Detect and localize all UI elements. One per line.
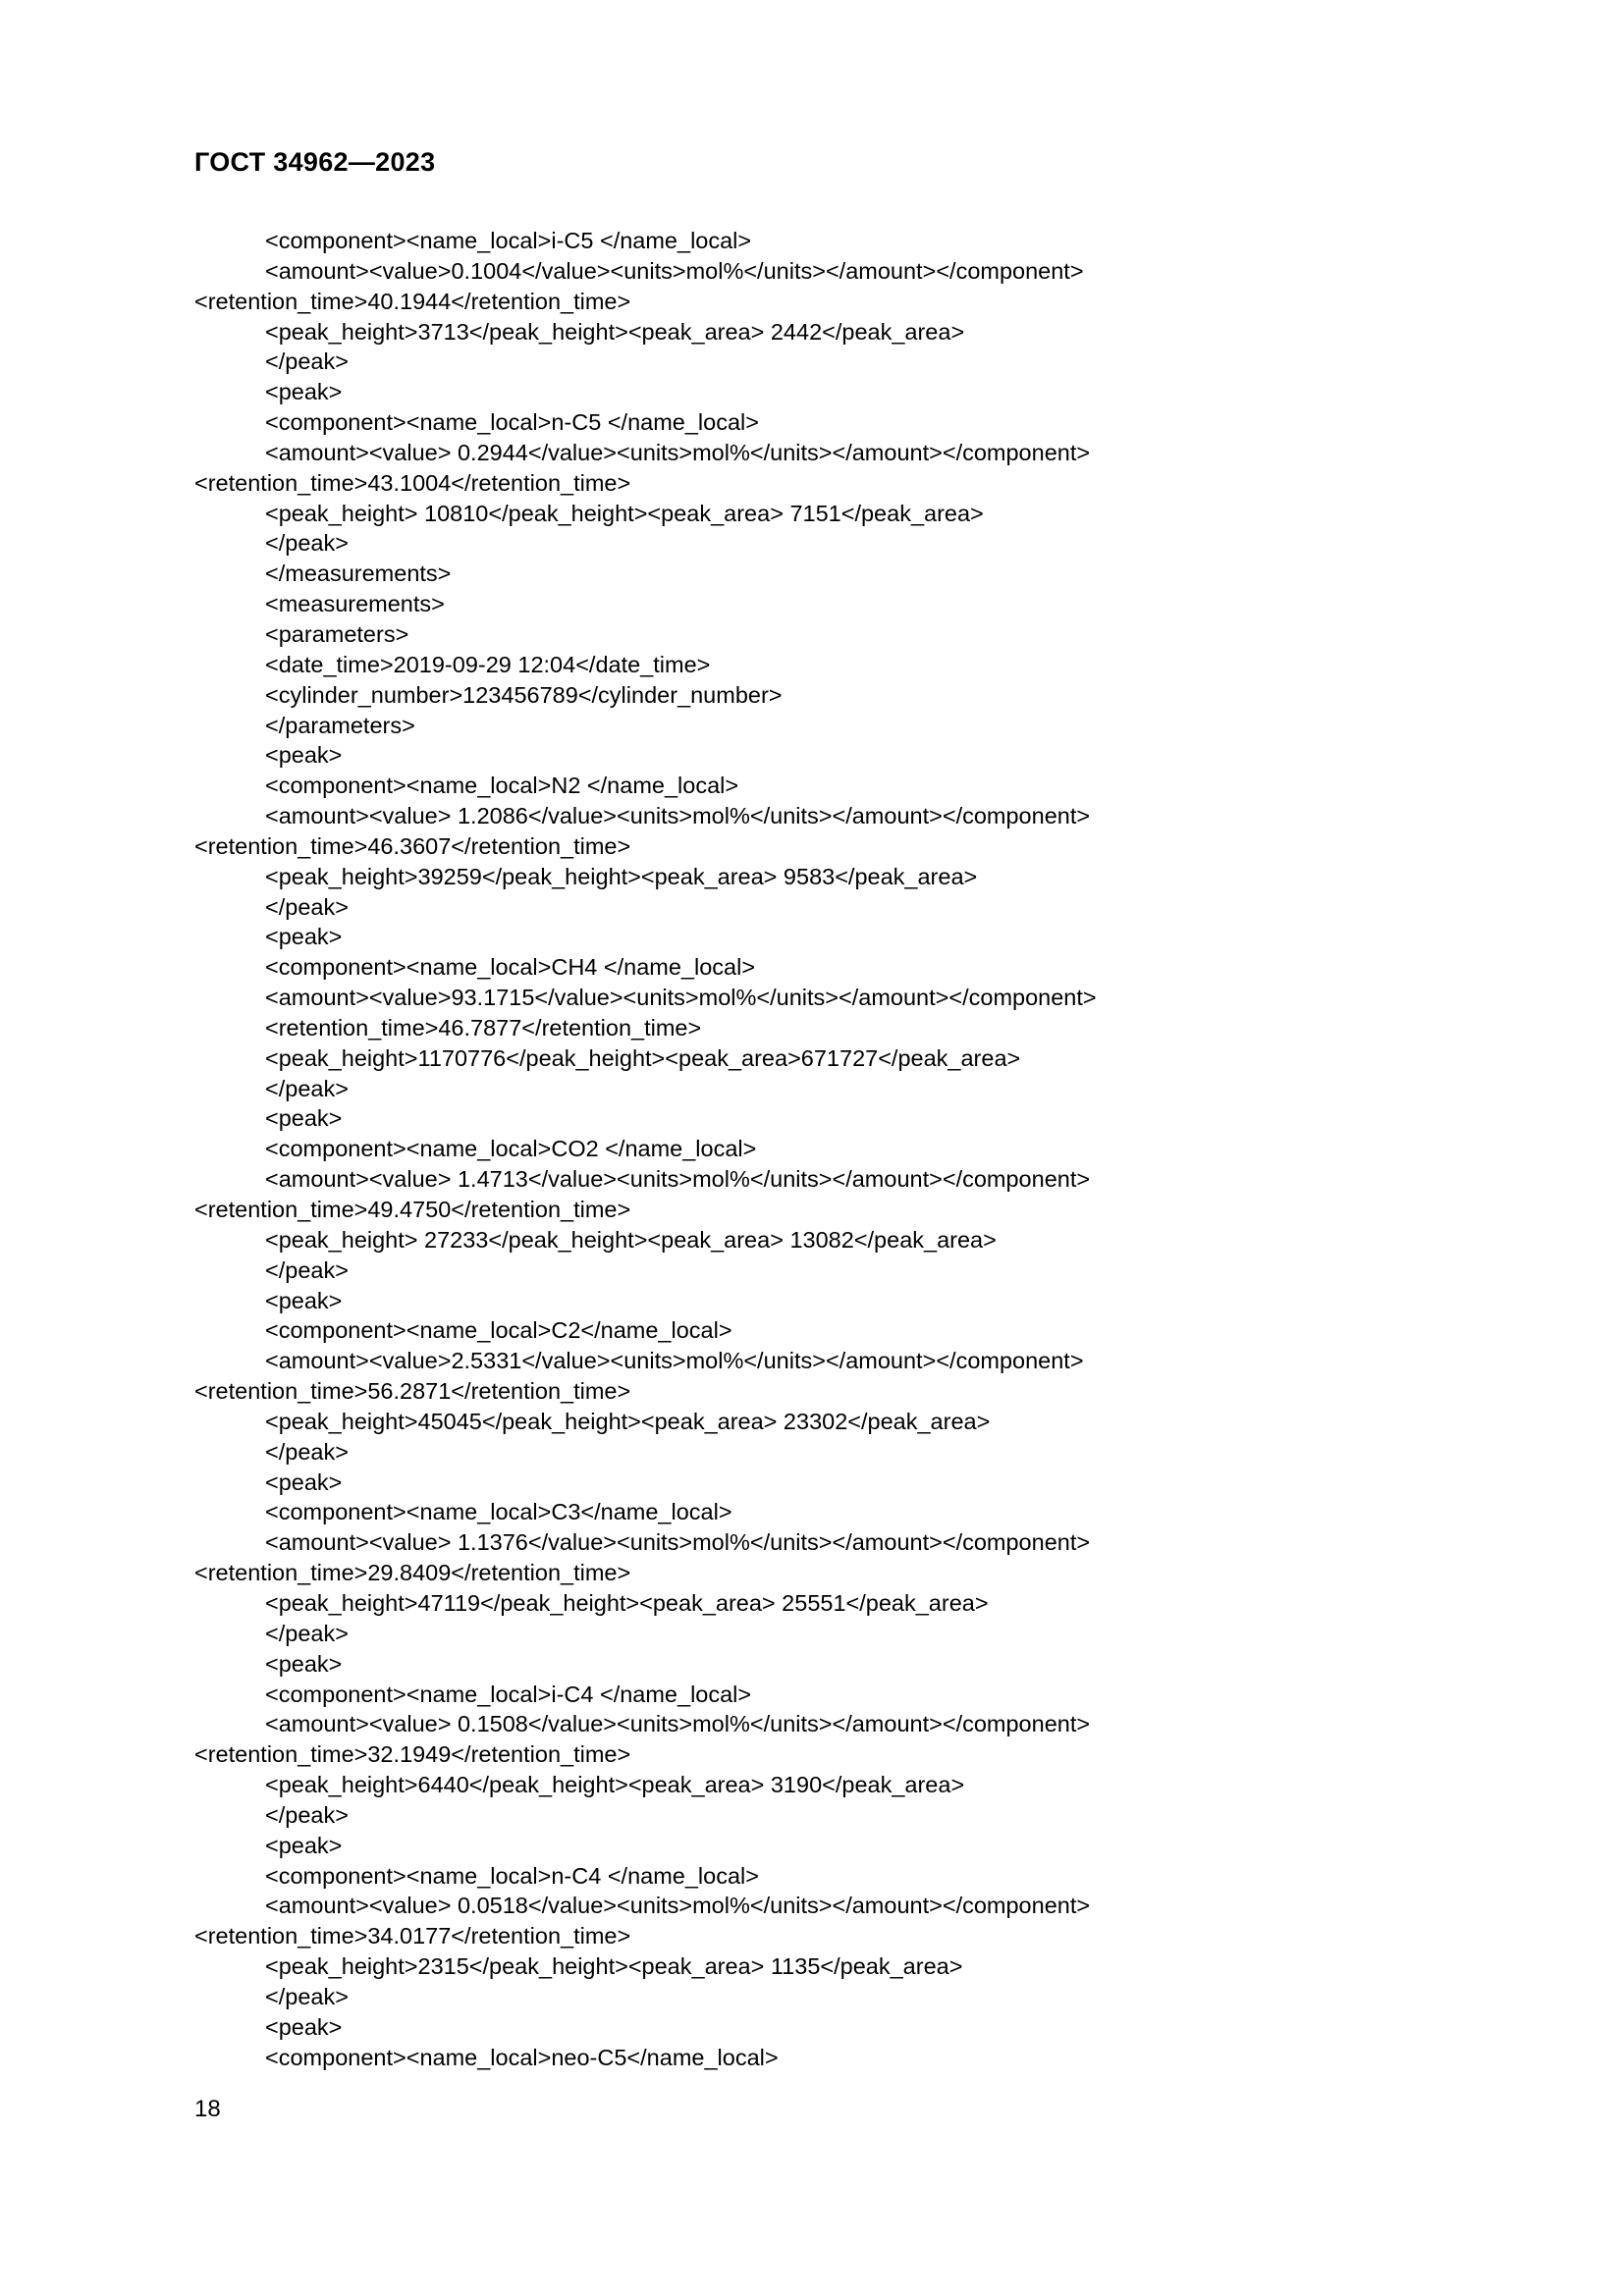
xml-line: <component><name_local>C3</name_local> bbox=[265, 1499, 732, 1525]
xml-line: </measurements> bbox=[265, 561, 452, 587]
xml-line: <retention_time>40.1944</retention_time> bbox=[194, 288, 631, 314]
xml-line: <peak> bbox=[265, 1832, 343, 1858]
xml-line: <retention_time>43.1004</retention_time> bbox=[194, 469, 631, 496]
xml-line: <peak_height> 10810</peak_height><peak_area> 7151</peak_area> bbox=[265, 500, 984, 526]
xml-line: </peak> bbox=[265, 1256, 349, 1283]
xml-line: </peak> bbox=[265, 530, 349, 557]
xml-line: <component><name_local>CH4 </name_local> bbox=[265, 954, 756, 981]
xml-line: <peak> bbox=[265, 1287, 343, 1313]
xml-line: </peak> bbox=[265, 1801, 349, 1828]
document-header: ГОСТ 34962—2023 bbox=[194, 147, 436, 177]
xml-line: <measurements> bbox=[265, 591, 445, 617]
xml-line: <retention_time>34.0177</retention_time> bbox=[194, 1923, 631, 1949]
xml-line: <component><name_local>N2 </name_local> bbox=[265, 773, 739, 799]
xml-line: <parameters> bbox=[265, 620, 409, 647]
xml-line: </parameters> bbox=[265, 712, 415, 738]
xml-line: <peak> bbox=[265, 1105, 343, 1132]
xml-line: <amount><value>2.5331</value><units>mol%</units></amount></component> bbox=[265, 1348, 1084, 1374]
xml-line: </peak> bbox=[265, 1075, 349, 1101]
xml-line: <retention_time>56.2871</retention_time> bbox=[194, 1378, 631, 1405]
xml-line: <peak_height>47119</peak_height><peak_area> 25551</peak_area> bbox=[265, 1589, 989, 1616]
xml-line: <peak> bbox=[265, 742, 343, 769]
xml-line: <amount><value> 1.4713</value><units>mol%</units></amount></component> bbox=[265, 1166, 1091, 1193]
xml-line: <component><name_local>i-C5 </name_local> bbox=[265, 228, 752, 253]
xml-line: <amount><value> 1.2086</value><units>mol%</units></amount></component> bbox=[265, 803, 1091, 829]
xml-line: <component><name_local>CO2 </name_local> bbox=[265, 1136, 757, 1162]
xml-line: <peak_height>45045</peak_height><peak_area> 23302</peak_area> bbox=[265, 1408, 991, 1434]
xml-line: <retention_time>46.7877</retention_time> bbox=[265, 1014, 702, 1041]
xml-line: <cylinder_number>123456789</cylinder_number> bbox=[265, 681, 783, 708]
xml-line: <amount><value> 1.1376</value><units>mol%</units></amount></component> bbox=[265, 1529, 1091, 1556]
xml-line: <peak_height>39259</peak_height><peak_area> 9583</peak_area> bbox=[265, 863, 978, 889]
xml-line: <peak_height>6440</peak_height><peak_area> 3190</peak_area> bbox=[265, 1772, 965, 1798]
xml-line: </peak> bbox=[265, 1983, 349, 2009]
xml-line: <amount><value> 0.1508</value><units>mol%</units></amount></component> bbox=[265, 1711, 1091, 1737]
xml-line: <amount><value>93.1715</value><units>mol%</units></amount></component> bbox=[265, 985, 1097, 1011]
xml-line: <peak> bbox=[265, 2013, 343, 2040]
xml-line: <retention_time>32.1949</retention_time> bbox=[194, 1741, 631, 1768]
xml-line: <component><name_local>C2</name_local> bbox=[265, 1317, 732, 1344]
xml-line: <peak_height>2315</peak_height><peak_area> 1135</peak_area> bbox=[265, 1953, 963, 1980]
xml-line: <peak_height>1170776</peak_height><peak_area>671727</peak_area> bbox=[265, 1044, 1021, 1071]
xml-line: <amount><value> 0.2944</value><units>mol%</units></amount></component> bbox=[265, 439, 1091, 465]
page-number: 18 bbox=[194, 2096, 221, 2122]
xml-line: <amount><value>0.1004</value><units>mol%</units></amount></component> bbox=[265, 257, 1084, 284]
xml-line: <component><name_local>n-C4 </name_local> bbox=[265, 1862, 759, 1889]
xml-listing bbox=[194, 226, 1471, 2072]
xml-line: <component><name_local>n-C5 </name_local> bbox=[265, 409, 759, 436]
xml-line: <peak> bbox=[265, 379, 343, 405]
xml-line: <component><name_local>neo-C5</name_local> bbox=[265, 2044, 779, 2070]
xml-line: <amount><value> 0.0518</value><units>mol%</units></amount></component> bbox=[265, 1893, 1091, 1919]
xml-line: <retention_time>49.4750</retention_time> bbox=[194, 1197, 631, 1222]
xml-line: <peak_height>3713</peak_height><peak_area> 2442</peak_area> bbox=[265, 318, 965, 345]
xml-line: <component><name_local>i-C4 </name_local> bbox=[265, 1681, 752, 1707]
xml-line: <date_time>2019-09-29 12:04</date_time> bbox=[265, 651, 711, 677]
xml-line: </peak> bbox=[265, 1620, 349, 1646]
xml-line: <retention_time>29.8409</retention_time> bbox=[194, 1560, 631, 1586]
xml-line: <peak> bbox=[265, 1468, 343, 1495]
xml-line: </peak> bbox=[265, 1438, 349, 1465]
xml-line: </peak> bbox=[265, 348, 349, 375]
xml-line: <retention_time>46.3607</retention_time> bbox=[194, 832, 631, 859]
xml-line: <peak> bbox=[265, 924, 343, 950]
xml-line: <peak> bbox=[265, 1650, 343, 1677]
xml-line: </peak> bbox=[265, 893, 349, 920]
xml-line: <peak_height> 27233</peak_height><peak_area> 13082</peak_area> bbox=[265, 1226, 997, 1253]
